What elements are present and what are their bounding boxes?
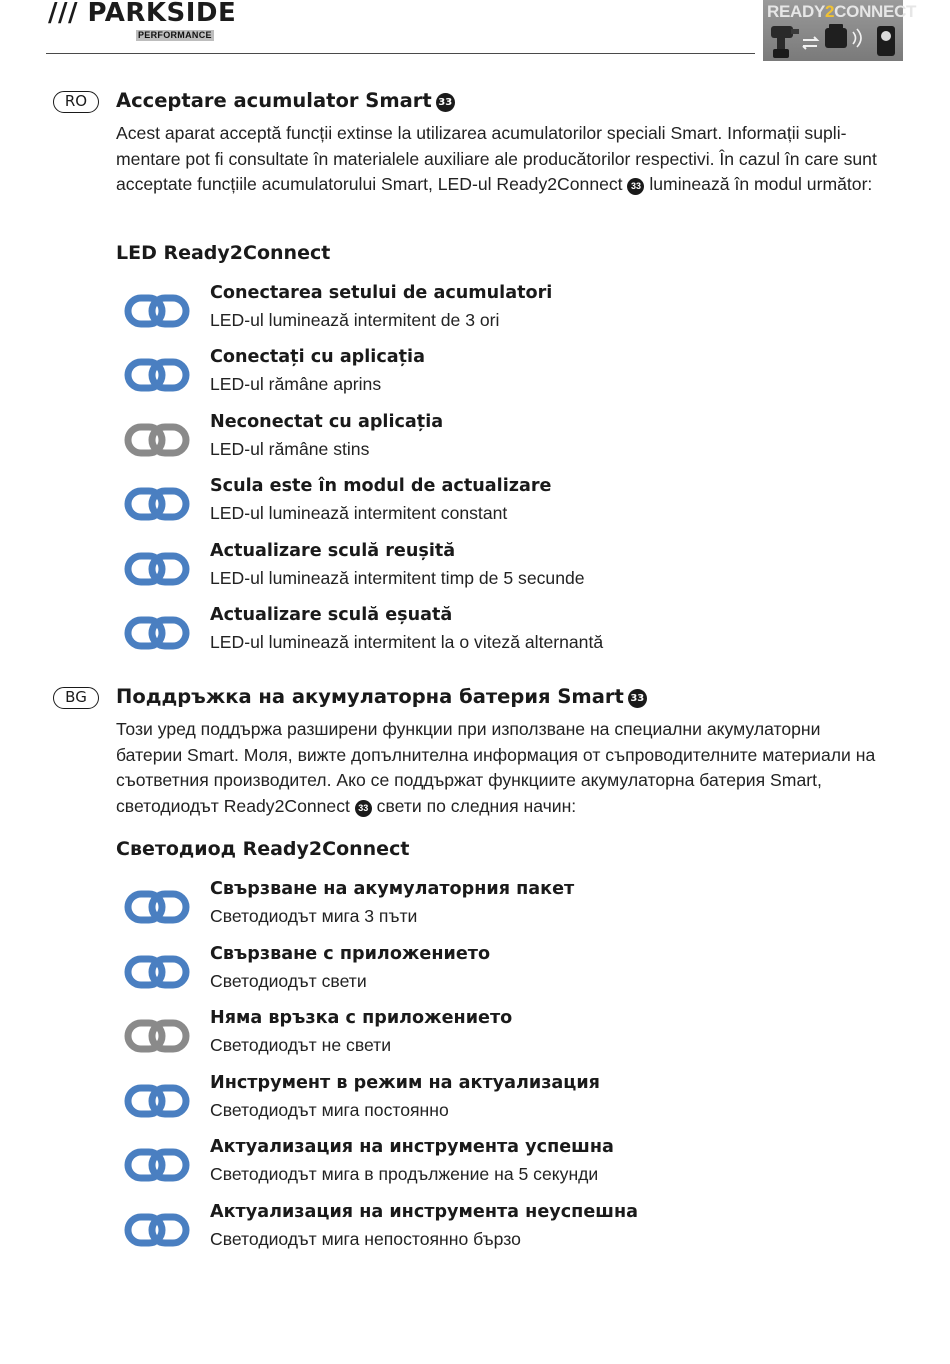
ready2connect-badge: [763, 0, 917, 61]
language-tag: BG: [53, 687, 99, 709]
led-state-name: Actualizare sculă reușită: [210, 541, 456, 561]
language-tag: RO: [53, 91, 99, 113]
blinking-link-icon: [116, 541, 198, 597]
led-state-description: LED-ul luminează intermitent de 3 ori: [210, 310, 500, 330]
off-link-icon: [116, 412, 198, 468]
led-state-description: Светодиодът мига непостоянно бързо: [210, 1229, 521, 1249]
led-state-row: [116, 1073, 896, 1129]
led-state-description: LED-ul rămâne stins: [210, 439, 370, 459]
led-state-description: Светодиодът свети: [210, 971, 367, 991]
led-state-name: Conectați cu aplicația: [210, 347, 425, 367]
blinking-link-icon: [116, 1137, 198, 1193]
led-state-name: Actualizare sculă eșuată: [210, 605, 453, 625]
led-state-description: Светодиодът не свети: [210, 1035, 392, 1055]
led-state-name: Conectarea setului de acumulatori: [210, 283, 553, 303]
section-title: Acceptare acumulator Smart 33: [116, 89, 455, 112]
led-state-description: LED-ul luminează intermitent la o viteză alternantă: [210, 632, 604, 652]
led-state-row: [116, 1008, 896, 1064]
led-state-name: Актуализация на инструмента успешна: [210, 1137, 614, 1157]
brand-subtitle: PERFORMANCE: [138, 30, 212, 40]
led-state-name: Свързване с приложението: [210, 944, 491, 964]
reference-number: 33: [627, 178, 644, 195]
reference-number: 33: [628, 689, 647, 708]
section-intro: Acest aparat acceptă funcții extinse la utilizarea acumulatorilor speciali Smart. Informații supli-mentare pot fi consultate în materialele auxiliare ale producătorilor respectivi. În cazul în care sunt acceptate funcțiile acumulatorului Smart, LED-ul Ready2Connect 33 luminează în modul următor:: [116, 123, 877, 194]
led-state-row: [116, 541, 896, 597]
led-state-row: [116, 347, 896, 403]
blinking-link-icon: [116, 1202, 198, 1258]
led-state-row: [116, 879, 896, 935]
led-state-name: Няма връзка с приложението: [210, 1008, 513, 1028]
led-state-name: Свързване на акумулаторния пакет: [210, 879, 575, 899]
section-title: Поддръжка на акумулаторна батерия Smart 33: [116, 685, 647, 708]
reference-number: 33: [436, 93, 455, 112]
blinking-link-icon: [116, 476, 198, 532]
reference-number: 33: [355, 800, 372, 817]
solid-link-icon: [116, 347, 198, 403]
led-state-description: Светодиодът мига 3 пъти: [210, 906, 418, 926]
blinking-link-icon: [116, 879, 198, 935]
led-state-description: Светодиодът мига постоянно: [210, 1100, 449, 1120]
led-state-name: Scula este în modul de actualizare: [210, 476, 552, 496]
led-state-description: Светодиодът мига в продължение на 5 секунди: [210, 1164, 599, 1184]
off-link-icon: [116, 1008, 198, 1064]
brand-name: /// PARKSIDE: [48, 0, 237, 28]
led-state-row: [116, 476, 896, 532]
led-state-row: [116, 283, 896, 339]
led-state-row: [116, 944, 896, 1000]
led-state-name: Актуализация на инструмента неуспешна: [210, 1202, 638, 1222]
led-state-name: Инструмент в режим на актуализация: [210, 1073, 600, 1093]
led-state-row: [116, 412, 896, 468]
section-intro: Този уред поддържа разширени функции при използване на специални акумулаторни батерии Smart. Моля, вижте допълнителна информация от съпроводителните материали на съответния производител. Ако се поддържат функциите акумулаторна батерия Smart, светодиодът Ready2Connect 33 свети по следния начин:: [116, 719, 876, 816]
badge-graphic-icon: [763, 20, 903, 61]
blinking-link-icon: [116, 1073, 198, 1129]
led-state-description: LED-ul luminează intermitent constant: [210, 503, 508, 523]
led-state-row: [116, 605, 896, 661]
led-state-row: [116, 1137, 896, 1193]
led-subheading: LED Ready2Connect: [116, 242, 331, 264]
led-subheading: Светодиод Ready2Connect: [116, 838, 410, 860]
led-state-description: LED-ul rămâne aprins: [210, 374, 382, 394]
led-state-description: LED-ul luminează intermitent timp de 5 secunde: [210, 568, 585, 588]
led-state-name: Neconectat cu aplicația: [210, 412, 444, 432]
header-rule: [46, 53, 755, 54]
blinking-link-icon: [116, 283, 198, 339]
brand-logo: [48, 0, 237, 40]
blinking-link-icon: [116, 605, 198, 661]
badge-title: READY2CONNECT: [767, 2, 917, 21]
solid-link-icon: [116, 944, 198, 1000]
led-state-row: [116, 1202, 896, 1258]
